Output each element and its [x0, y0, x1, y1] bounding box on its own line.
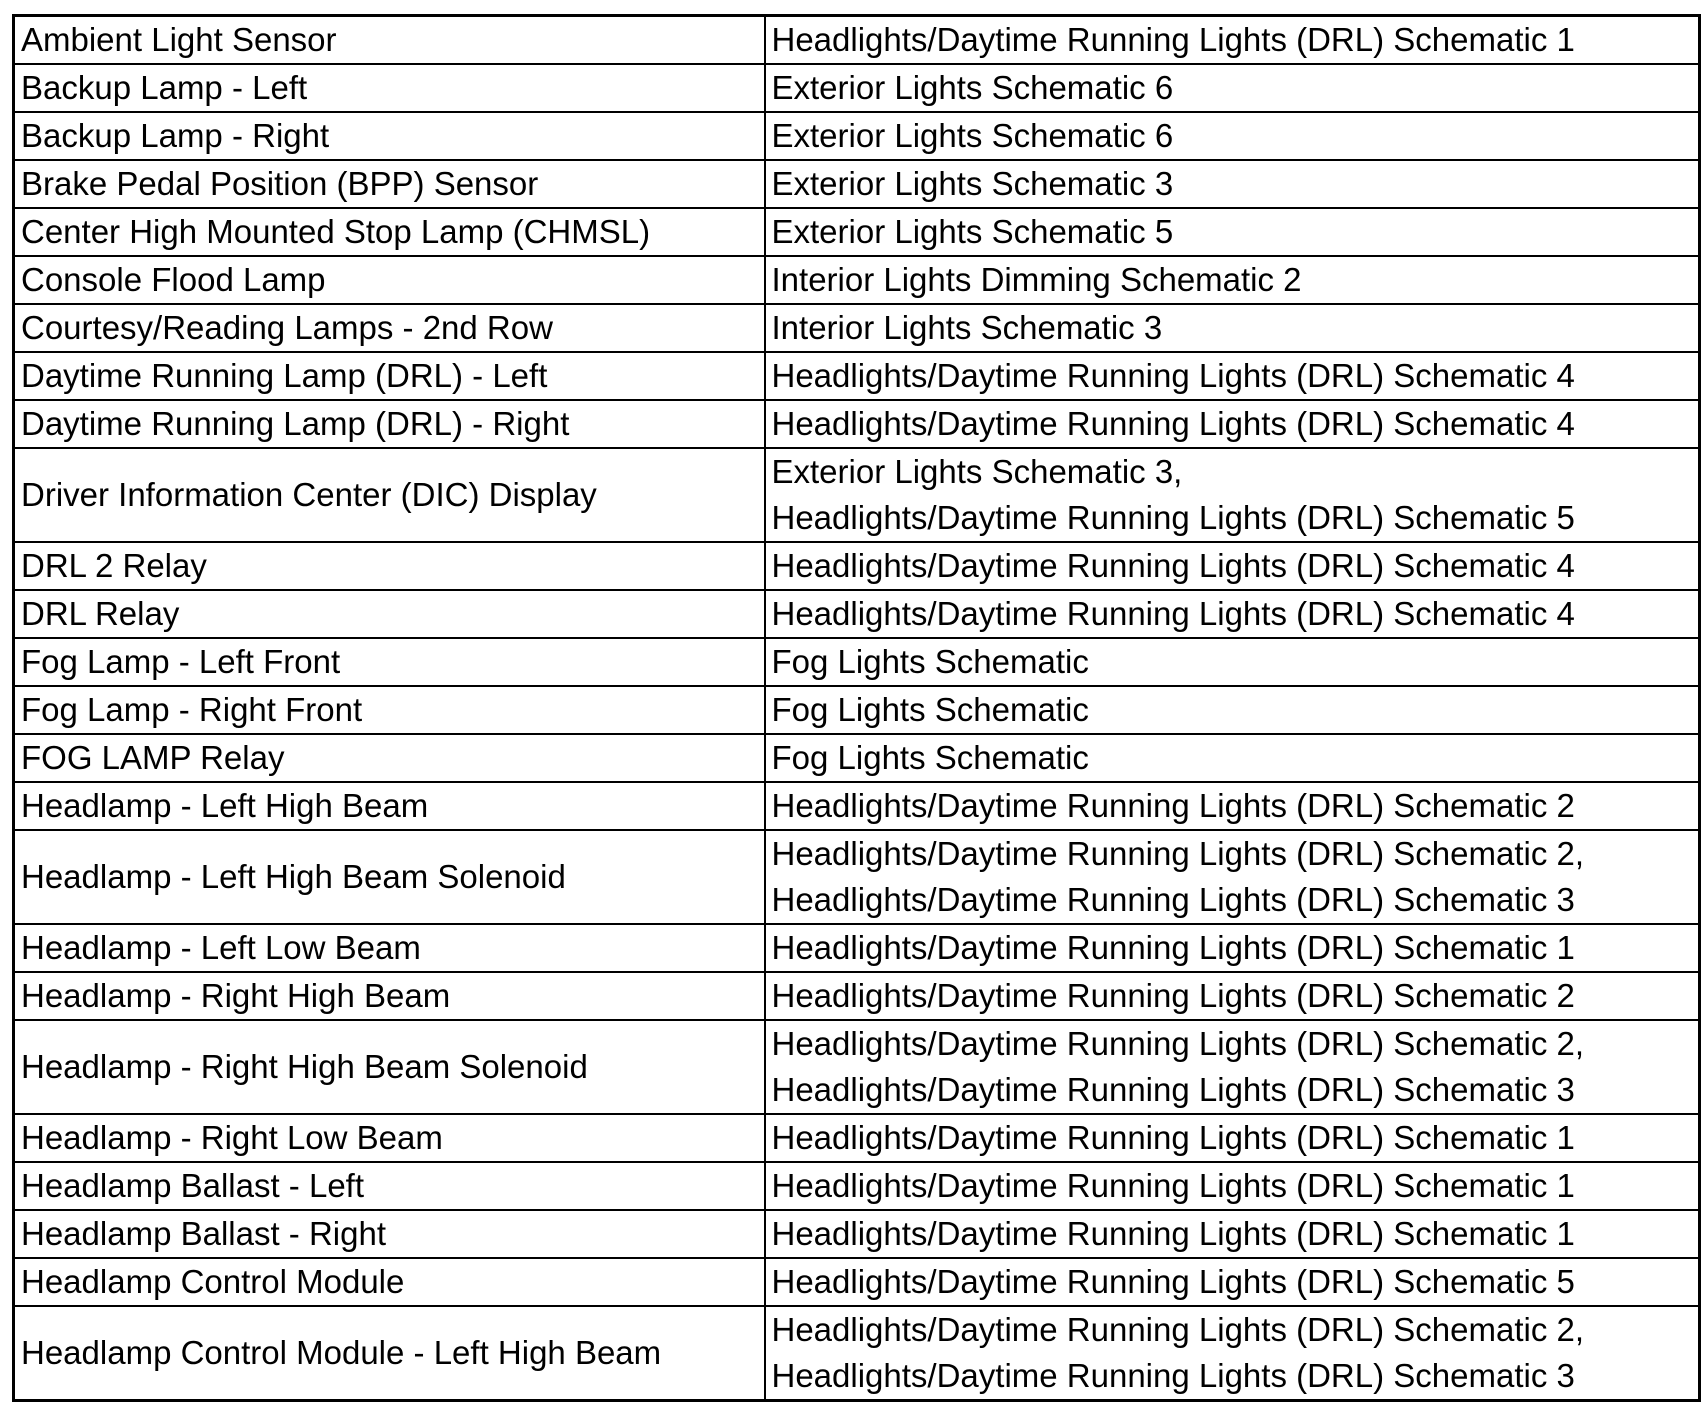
component-name-cell: Brake Pedal Position (BPP) Sensor — [14, 160, 765, 208]
schematic-reference-line: Headlights/Daytime Running Lights (DRL) Schematic 4 — [771, 405, 1575, 442]
schematic-reference-cell — [765, 256, 1700, 304]
schematic-reference-line: Fog Lights Schematic — [771, 739, 1089, 776]
component-name-cell: Headlamp Control Module — [14, 1258, 765, 1306]
component-name-cell: FOG LAMP Relay — [14, 734, 765, 782]
schematic-reference-cell — [765, 590, 1700, 638]
component-name-cell: Headlamp Ballast - Right — [14, 1210, 765, 1258]
table-row — [14, 1020, 1700, 1114]
schematic-reference-cell — [765, 304, 1700, 352]
schematic-reference-line: Headlights/Daytime Running Lights (DRL) Schematic 2, — [771, 835, 1585, 872]
table-body — [14, 16, 1700, 1401]
component-name-cell: Console Flood Lamp — [14, 256, 765, 304]
component-name-cell: Daytime Running Lamp (DRL) - Right — [14, 400, 765, 448]
table-row — [14, 638, 1700, 686]
schematic-reference-line: Headlights/Daytime Running Lights (DRL) Schematic 2 — [771, 977, 1575, 1014]
component-name-cell: Headlamp - Left Low Beam — [14, 924, 765, 972]
component-name-cell: Driver Information Center (DIC) Display — [14, 448, 765, 542]
schematic-reference-line: Exterior Lights Schematic 3 — [771, 165, 1174, 202]
component-name-cell: Headlamp - Right Low Beam — [14, 1114, 765, 1162]
table-row — [14, 304, 1700, 352]
table-row — [14, 734, 1700, 782]
component-name-cell: Courtesy/Reading Lamps - 2nd Row — [14, 304, 765, 352]
schematic-reference-line: Fog Lights Schematic — [771, 643, 1089, 680]
schematic-reference-cell — [765, 352, 1700, 400]
table-row — [14, 400, 1700, 448]
table-row — [14, 112, 1700, 160]
component-name-cell: Headlamp - Left High Beam — [14, 782, 765, 830]
schematic-reference-cell — [765, 400, 1700, 448]
schematic-reference-cell — [765, 112, 1700, 160]
component-name-cell: Fog Lamp - Right Front — [14, 686, 765, 734]
table-row — [14, 1210, 1700, 1258]
component-name-cell: Backup Lamp - Right — [14, 112, 765, 160]
schematic-reference-line: Headlights/Daytime Running Lights (DRL) Schematic 1 — [771, 929, 1575, 966]
schematic-reference-line: Headlights/Daytime Running Lights (DRL) Schematic 2, — [771, 1025, 1585, 1062]
table-row — [14, 16, 1700, 65]
table-row — [14, 590, 1700, 638]
schematic-reference-line: Exterior Lights Schematic 6 — [771, 69, 1174, 106]
schematic-reference-cell — [765, 208, 1700, 256]
schematic-reference-cell — [765, 972, 1700, 1020]
table-row — [14, 352, 1700, 400]
schematic-reference-line: Headlights/Daytime Running Lights (DRL) Schematic 4 — [771, 357, 1575, 394]
component-name-cell: Headlamp - Right High Beam Solenoid — [14, 1020, 765, 1114]
component-name-cell: Daytime Running Lamp (DRL) - Left — [14, 352, 765, 400]
table-row — [14, 830, 1700, 924]
schematic-reference-cell — [765, 638, 1700, 686]
component-name-cell: Headlamp Control Module - Left High Beam — [14, 1306, 765, 1401]
table-row — [14, 1162, 1700, 1210]
schematic-reference-line: Headlights/Daytime Running Lights (DRL) Schematic 3 — [771, 1071, 1575, 1108]
schematic-reference-line: Headlights/Daytime Running Lights (DRL) Schematic 1 — [771, 1215, 1575, 1252]
schematic-reference-cell — [765, 448, 1700, 542]
schematic-reference-cell — [765, 542, 1700, 590]
schematic-reference-cell — [765, 160, 1700, 208]
component-name-cell: Headlamp Ballast - Left — [14, 1162, 765, 1210]
component-name-cell: Headlamp - Left High Beam Solenoid — [14, 830, 765, 924]
component-schematic-table — [12, 14, 1701, 1402]
table-row — [14, 972, 1700, 1020]
schematic-reference-line: Exterior Lights Schematic 5 — [771, 213, 1174, 250]
schematic-reference-line: Exterior Lights Schematic 6 — [771, 117, 1174, 154]
table-row — [14, 782, 1700, 830]
schematic-reference-cell — [765, 1258, 1700, 1306]
component-name-cell: Headlamp - Right High Beam — [14, 972, 765, 1020]
component-name-cell: Ambient Light Sensor — [14, 16, 765, 65]
component-name-cell: DRL 2 Relay — [14, 542, 765, 590]
schematic-reference-line: Interior Lights Dimming Schematic 2 — [771, 261, 1302, 298]
schematic-reference-cell — [765, 686, 1700, 734]
schematic-reference-line: Headlights/Daytime Running Lights (DRL) Schematic 5 — [771, 499, 1575, 536]
component-name-cell: DRL Relay — [14, 590, 765, 638]
schematic-reference-line: Exterior Lights Schematic 3, — [771, 453, 1183, 490]
table-row — [14, 208, 1700, 256]
schematic-reference-cell — [765, 64, 1700, 112]
schematic-reference-line: Headlights/Daytime Running Lights (DRL) Schematic 2, — [771, 1311, 1585, 1348]
schematic-reference-cell — [765, 16, 1700, 65]
table-row — [14, 448, 1700, 542]
component-locator-sheet — [12, 14, 1701, 1402]
table-row — [14, 64, 1700, 112]
component-name-cell: Fog Lamp - Left Front — [14, 638, 765, 686]
schematic-reference-line: Interior Lights Schematic 3 — [771, 309, 1163, 346]
schematic-reference-cell — [765, 924, 1700, 972]
table-row — [14, 160, 1700, 208]
table-row — [14, 542, 1700, 590]
schematic-reference-line: Headlights/Daytime Running Lights (DRL) Schematic 1 — [771, 1119, 1575, 1156]
component-name-cell: Center High Mounted Stop Lamp (CHMSL) — [14, 208, 765, 256]
schematic-reference-cell — [765, 734, 1700, 782]
schematic-reference-cell — [765, 1020, 1700, 1114]
schematic-reference-line: Headlights/Daytime Running Lights (DRL) Schematic 3 — [771, 1357, 1575, 1394]
table-row — [14, 256, 1700, 304]
table-row — [14, 1306, 1700, 1401]
schematic-reference-cell — [765, 782, 1700, 830]
schematic-reference-line: Headlights/Daytime Running Lights (DRL) Schematic 2 — [771, 787, 1575, 824]
component-name-cell: Backup Lamp - Left — [14, 64, 765, 112]
table-row — [14, 1114, 1700, 1162]
schematic-reference-cell — [765, 1210, 1700, 1258]
table-row — [14, 924, 1700, 972]
schematic-reference-cell — [765, 830, 1700, 924]
schematic-reference-line: Fog Lights Schematic — [771, 691, 1089, 728]
schematic-reference-line: Headlights/Daytime Running Lights (DRL) Schematic 3 — [771, 881, 1575, 918]
schematic-reference-cell — [765, 1114, 1700, 1162]
table-row — [14, 686, 1700, 734]
schematic-reference-cell — [765, 1162, 1700, 1210]
schematic-reference-line: Headlights/Daytime Running Lights (DRL) Schematic 4 — [771, 547, 1575, 584]
schematic-reference-line: Headlights/Daytime Running Lights (DRL) Schematic 1 — [771, 1167, 1575, 1204]
schematic-reference-line: Headlights/Daytime Running Lights (DRL) Schematic 5 — [771, 1263, 1575, 1300]
schematic-reference-line: Headlights/Daytime Running Lights (DRL) Schematic 1 — [771, 21, 1575, 58]
schematic-reference-line: Headlights/Daytime Running Lights (DRL) Schematic 4 — [771, 595, 1575, 632]
schematic-reference-cell — [765, 1306, 1700, 1401]
table-row — [14, 1258, 1700, 1306]
